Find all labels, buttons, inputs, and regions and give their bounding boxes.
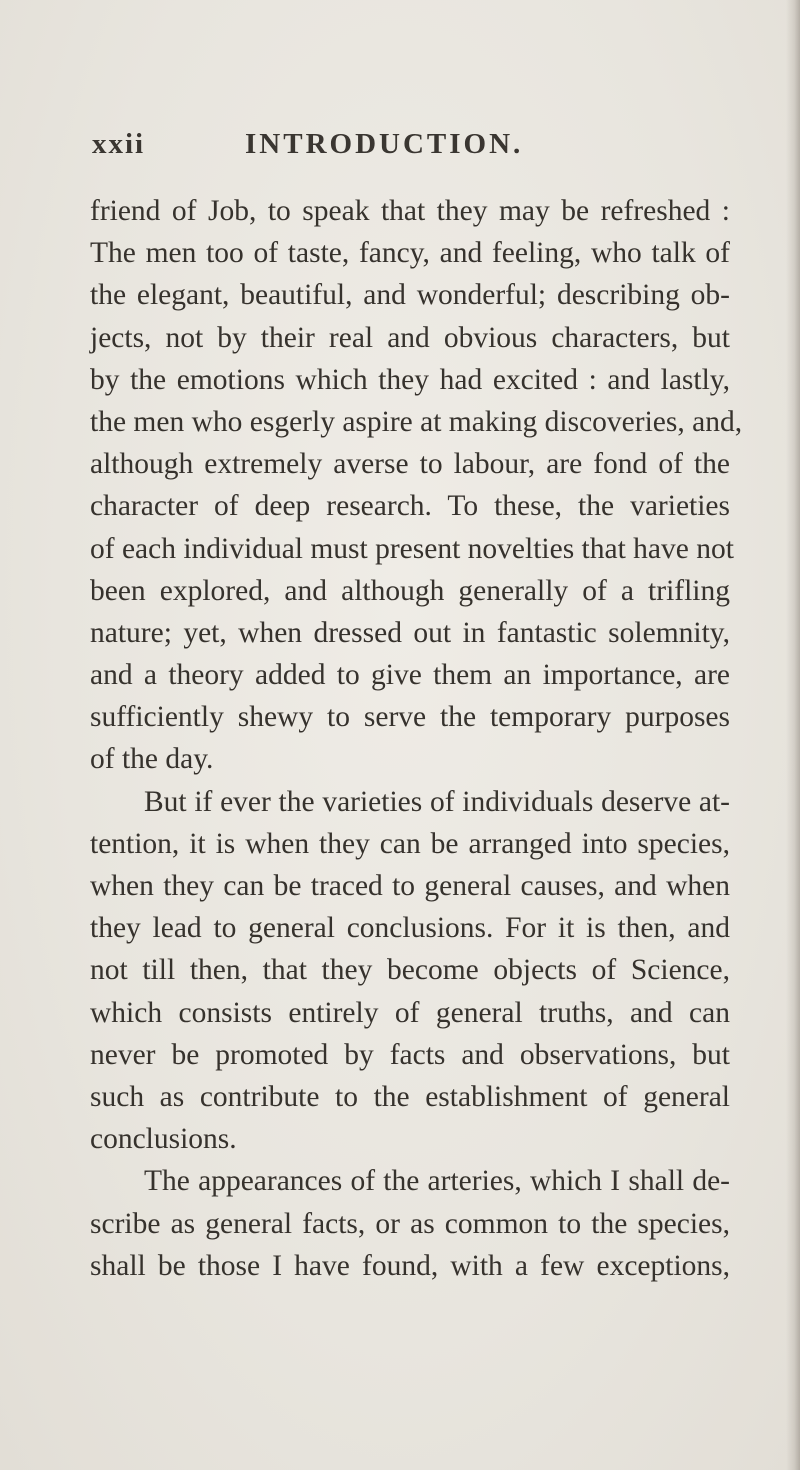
- body-text: [90, 190, 743, 1287]
- text-line: when they can be traced to general causes, and when: [90, 870, 730, 902]
- text-line: not till then, that they become objects of Science,: [90, 954, 730, 987]
- page-header: [0, 128, 800, 168]
- text-line: character of deep research. To these, the varieties: [90, 490, 730, 523]
- text-line: the men who esgerly aspire at making discoveries, and,: [90, 405, 743, 438]
- text-line: of each individual must present novelties that have not: [90, 532, 734, 565]
- paragraph-end-line: of the day.: [90, 743, 214, 776]
- text-line: been explored, and although generally of a trifling: [90, 574, 730, 607]
- paragraph-end-line: conclusions.: [90, 1123, 237, 1156]
- text-line: jects, not by their real and obvious characters, but: [90, 321, 730, 354]
- text-line: shall be those I have found, with a few exceptions,: [90, 1249, 730, 1282]
- running-head: INTRODUCTION.: [245, 128, 524, 160]
- text-line: which consists entirely of general truths, and can: [90, 996, 730, 1029]
- text-line: scribe as general facts, or as common to the species,: [90, 1207, 730, 1240]
- text-line: never be promoted by facts and observations, but: [90, 1038, 730, 1071]
- page-number: xxii: [92, 128, 146, 160]
- paragraph-start-line: But if ever the varieties of individuals deserve at-: [144, 785, 730, 818]
- text-line: by the emotions which they had excited : and lastly,: [90, 363, 730, 396]
- text-line: the elegant, beautiful, and wonderful; describing ob-: [90, 279, 730, 312]
- text-line: although extremely averse to labour, are fond of the: [90, 448, 730, 481]
- text-line: nature; yet, when dressed out in fantastic solemnity,: [90, 616, 730, 649]
- text-line: sufficiently shewy to serve the temporary purposes: [90, 701, 730, 734]
- paragraph-start-line: The appearances of the arteries, which I shall de-: [144, 1165, 730, 1198]
- text-line: they lead to general conclusions. For it is then, and: [90, 912, 730, 945]
- text-line: tention, it is when they can be arranged into species,: [90, 827, 730, 860]
- text-line: such as contribute to the establishment of general: [90, 1080, 730, 1113]
- text-line: friend of Job, to speak that they may be refreshed :: [90, 195, 730, 227]
- text-line: and a theory added to give them an importance, are: [90, 659, 730, 692]
- text-line: The men too of taste, fancy, and feeling, who talk of: [90, 237, 730, 270]
- page-edge-shadow: [786, 0, 800, 1470]
